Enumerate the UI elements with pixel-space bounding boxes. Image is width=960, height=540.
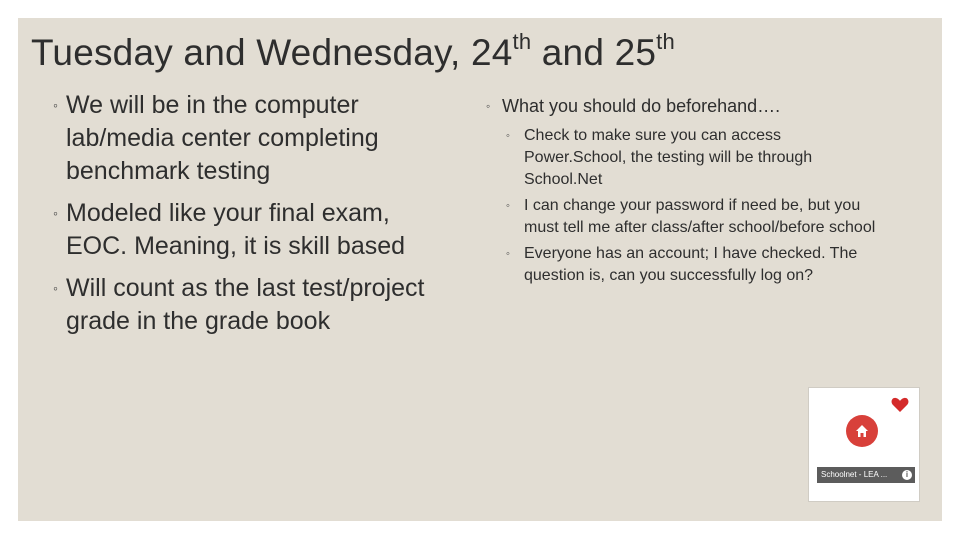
slide: [18, 18, 942, 521]
right-sub-list: [486, 125, 876, 287]
bullet-marker: ◦: [486, 99, 491, 113]
app-tile-label-bar: [817, 467, 915, 483]
right-heading-text: What you should do beforehand….: [502, 96, 781, 116]
right-sub-item: [506, 243, 876, 287]
left-bullet-text: Will count as the last test/project grade in the grade book: [66, 274, 425, 335]
title-sup-1: th: [512, 29, 532, 54]
right-sub-item-text: Check to make sure you can access Power.School, the testing will be through School.Net: [524, 127, 813, 188]
schoolnet-app-tile[interactable]: [808, 387, 920, 502]
left-bullet-item: [53, 197, 453, 263]
right-heading-item: [486, 95, 876, 117]
bullet-marker: ◦: [53, 97, 58, 113]
right-sub-item: [506, 125, 876, 191]
left-bullet-item: [53, 272, 453, 338]
right-sub-item-text: Everyone has an account; I have checked. The question is, can you successfully log on?: [524, 245, 858, 284]
bullet-marker: ◦: [53, 280, 58, 296]
right-bullet-list: [486, 95, 876, 291]
slide-title: [31, 29, 675, 74]
app-tile-label: Schoolnet - LEA ...: [821, 470, 888, 479]
bullet-marker: ◦: [506, 200, 510, 212]
left-bullet-text: We will be in the computer lab/media center completing benchmark testing: [66, 91, 379, 185]
title-sup-2: th: [656, 29, 675, 54]
bullet-marker: ◦: [53, 205, 58, 221]
info-icon[interactable]: i: [902, 470, 912, 480]
bullet-marker: ◦: [506, 248, 510, 260]
left-bullet-text: Modeled like your final exam, EOC. Meaning, it is skill based: [66, 199, 406, 260]
title-part-1: Tuesday and Wednesday, 24: [31, 32, 513, 73]
left-bullet-list: [53, 89, 453, 347]
bullet-marker: ◦: [506, 130, 510, 142]
right-sub-item: [506, 195, 876, 239]
heart-icon[interactable]: [891, 397, 909, 418]
home-icon: [846, 415, 878, 447]
right-sub-item-text: I can change your password if need be, but you must tell me after class/after school/before school: [524, 197, 876, 236]
left-bullet-item: [53, 89, 453, 188]
title-part-2: and 25: [531, 32, 657, 73]
